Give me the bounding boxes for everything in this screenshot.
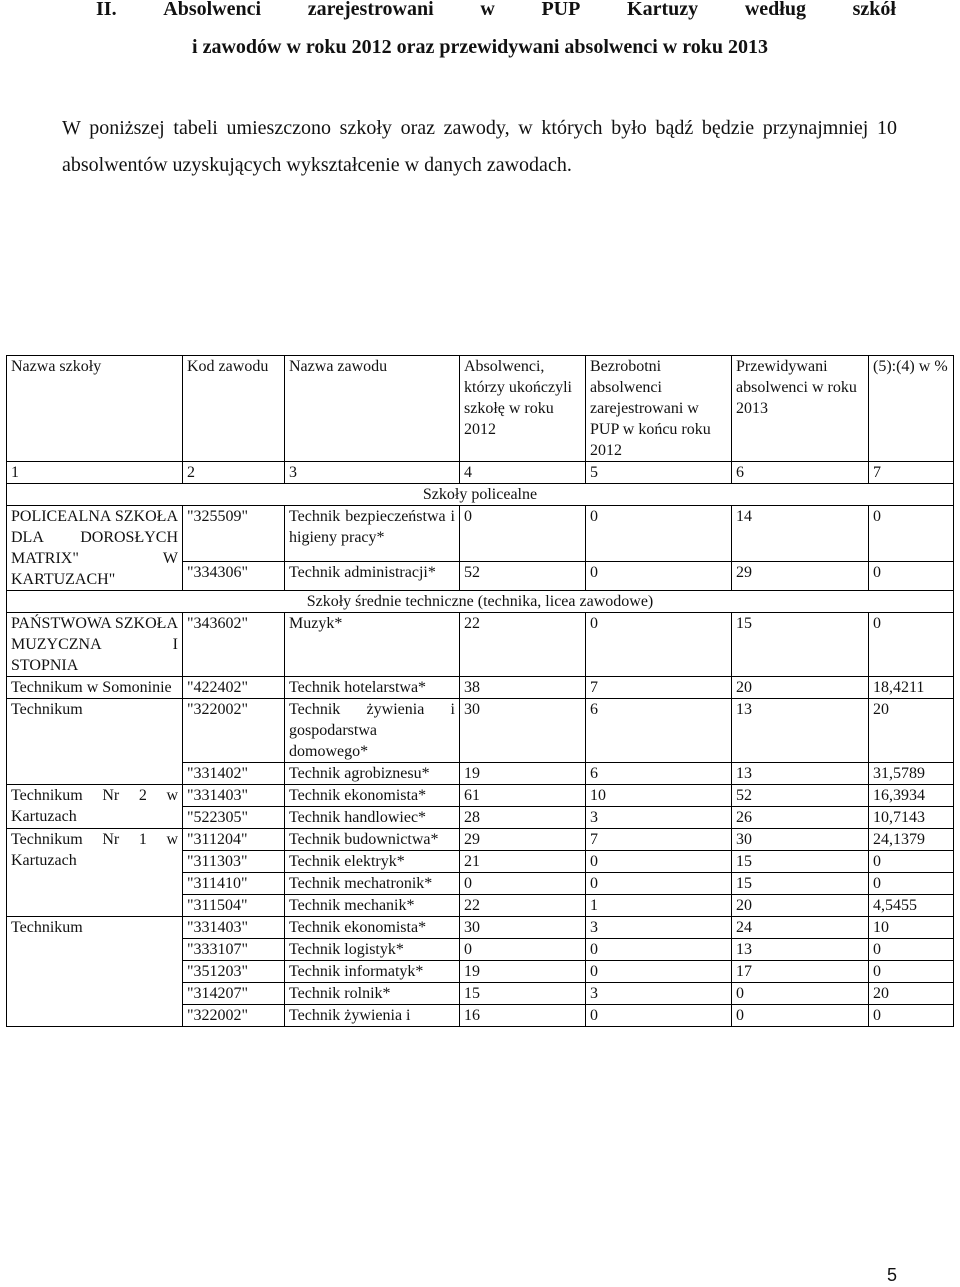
- value-cell: 0: [869, 1005, 954, 1027]
- code-cell: "322002": [183, 699, 285, 763]
- heading-line-2: i zawodów w roku 2012 oraz przewidywani absolwenci w roku 2013: [192, 36, 768, 58]
- school-cell: Technikum: [7, 917, 183, 1027]
- value-cell: 4,5455: [869, 895, 954, 917]
- profession-cell: Technik rolnik*: [285, 983, 460, 1005]
- column-number: 1: [7, 462, 183, 484]
- value-cell: 6: [586, 763, 732, 785]
- value-cell: 0: [869, 873, 954, 895]
- value-cell: 16: [460, 1005, 586, 1027]
- value-cell: 22: [460, 895, 586, 917]
- profession-cell: Technik budownictwa*: [285, 829, 460, 851]
- value-cell: 0: [869, 506, 954, 562]
- value-cell: 13: [732, 939, 869, 961]
- value-cell: 7: [586, 677, 732, 699]
- code-cell: "343602": [183, 613, 285, 677]
- heading-word: zarejestrowani: [307, 0, 434, 20]
- heading-word: PUP: [541, 0, 581, 20]
- value-cell: 20: [869, 699, 954, 763]
- code-cell: "334306": [183, 562, 285, 591]
- code-cell: "522305": [183, 807, 285, 829]
- value-cell: 22: [460, 613, 586, 677]
- value-cell: 13: [732, 699, 869, 763]
- value-cell: 15: [460, 983, 586, 1005]
- value-cell: 0: [586, 506, 732, 562]
- value-cell: 0: [586, 562, 732, 591]
- value-cell: 0: [586, 613, 732, 677]
- heading-line-1: [96, 0, 896, 21]
- heading-word: Absolwenci: [163, 0, 262, 20]
- value-cell: 19: [460, 763, 586, 785]
- value-cell: 0: [586, 1005, 732, 1027]
- column-number: 3: [285, 462, 460, 484]
- header-cell: (5):(4) w %: [869, 356, 954, 462]
- code-cell: "351203": [183, 961, 285, 983]
- school-cell: Technikum: [7, 699, 183, 785]
- heading-word: w: [480, 0, 495, 20]
- school-cell: PAŃSTWOWA SZKOŁA MUZYCZNA I STOPNIA: [7, 613, 183, 677]
- column-number: 6: [732, 462, 869, 484]
- code-cell: "311303": [183, 851, 285, 873]
- value-cell: 52: [460, 562, 586, 591]
- column-number: 4: [460, 462, 586, 484]
- heading-word: szkół: [852, 0, 896, 20]
- code-cell: "333107": [183, 939, 285, 961]
- value-cell: 21: [460, 851, 586, 873]
- school-cell: POLICEALNA SZKOŁA DLA DOROSŁYCH MATRIX" W KARTUZACH": [7, 506, 183, 591]
- table-header-row: [7, 356, 954, 462]
- value-cell: 20: [869, 983, 954, 1005]
- value-cell: 10: [586, 785, 732, 807]
- value-cell: 0: [460, 506, 586, 562]
- header-cell: Przewidywani absolwenci w roku 2013: [732, 356, 869, 462]
- value-cell: 18,4211: [869, 677, 954, 699]
- value-cell: 52: [732, 785, 869, 807]
- value-cell: 1: [586, 895, 732, 917]
- value-cell: 26: [732, 807, 869, 829]
- heading-word: Kartuzy: [627, 0, 699, 20]
- code-cell: "331403": [183, 785, 285, 807]
- value-cell: 0: [732, 1005, 869, 1027]
- section-row: [7, 591, 954, 613]
- profession-cell: Technik żywienia i gospodarstwa domowego*: [285, 699, 460, 763]
- value-cell: 10: [869, 917, 954, 939]
- school-cell: Technikum Nr 1 w Kartuzach: [7, 829, 183, 917]
- value-cell: 31,5789: [869, 763, 954, 785]
- value-cell: 10,7143: [869, 807, 954, 829]
- value-cell: 29: [460, 829, 586, 851]
- profession-cell: Technik handlowiec*: [285, 807, 460, 829]
- value-cell: 0: [869, 562, 954, 591]
- value-cell: 6: [586, 699, 732, 763]
- section-title: Szkoły policealne: [7, 484, 954, 506]
- value-cell: 3: [586, 983, 732, 1005]
- value-cell: 30: [460, 699, 586, 763]
- value-cell: 28: [460, 807, 586, 829]
- table-row: [7, 917, 954, 939]
- value-cell: 3: [586, 807, 732, 829]
- column-number: 7: [869, 462, 954, 484]
- value-cell: 14: [732, 506, 869, 562]
- table-row: [7, 677, 954, 699]
- table-row: [7, 785, 954, 807]
- profession-cell: Technik informatyk*: [285, 961, 460, 983]
- value-cell: 0: [586, 939, 732, 961]
- code-cell: "311410": [183, 873, 285, 895]
- school-cell: Technikum w Somoninie: [7, 677, 183, 699]
- value-cell: 7: [586, 829, 732, 851]
- code-cell: "422402": [183, 677, 285, 699]
- column-number: 2: [183, 462, 285, 484]
- code-cell: "325509": [183, 506, 285, 562]
- code-cell: "322002": [183, 1005, 285, 1027]
- value-cell: 20: [732, 677, 869, 699]
- header-cell: Kod zawodu: [183, 356, 285, 462]
- header-cell: Nazwa szkoły: [7, 356, 183, 462]
- school-cell: Technikum Nr 2 w Kartuzach: [7, 785, 183, 829]
- value-cell: 0: [869, 851, 954, 873]
- page-number: 5: [886, 1265, 897, 1285]
- section-title: Szkoły średnie techniczne (technika, licea zawodowe): [7, 591, 954, 613]
- column-number: 5: [586, 462, 732, 484]
- value-cell: 16,3934: [869, 785, 954, 807]
- code-cell: "314207": [183, 983, 285, 1005]
- profession-cell: Technik żywienia i: [285, 1005, 460, 1027]
- value-cell: 0: [586, 873, 732, 895]
- profession-cell: Technik mechanik*: [285, 895, 460, 917]
- code-cell: "331403": [183, 917, 285, 939]
- heading-word: według: [744, 0, 806, 20]
- column-number-row: [7, 462, 954, 484]
- section-row: [7, 484, 954, 506]
- value-cell: 0: [586, 851, 732, 873]
- profession-cell: Technik ekonomista*: [285, 785, 460, 807]
- value-cell: 3: [586, 917, 732, 939]
- graduates-table: [6, 355, 954, 1027]
- value-cell: 15: [732, 873, 869, 895]
- value-cell: 29: [732, 562, 869, 591]
- value-cell: 0: [460, 873, 586, 895]
- value-cell: 19: [460, 961, 586, 983]
- table-row: [7, 506, 954, 562]
- header-cell: Absolwenci, którzy ukończyli szkołę w roku 2012: [460, 356, 586, 462]
- value-cell: 0: [869, 939, 954, 961]
- value-cell: 30: [460, 917, 586, 939]
- table-row: [7, 699, 954, 763]
- profession-cell: Technik elektryk*: [285, 851, 460, 873]
- profession-cell: Technik bezpieczeństwa i higieny pracy*: [285, 506, 460, 562]
- value-cell: 20: [732, 895, 869, 917]
- value-cell: 0: [460, 939, 586, 961]
- value-cell: 15: [732, 613, 869, 677]
- value-cell: 15: [732, 851, 869, 873]
- table-row: [7, 829, 954, 851]
- profession-cell: Technik ekonomista*: [285, 917, 460, 939]
- code-cell: "311504": [183, 895, 285, 917]
- code-cell: "311204": [183, 829, 285, 851]
- code-cell: "331402": [183, 763, 285, 785]
- intro-paragraph: W poniższej tabeli umieszczono szkoły oraz zawody, w których było bądź będzie przynajmniej 10 absolwentów uzyskujących wykształcenie w danych zawodach.: [62, 117, 897, 176]
- profession-cell: Technik logistyk*: [285, 939, 460, 961]
- table-row: [7, 613, 954, 677]
- profession-cell: Technik administracji*: [285, 562, 460, 591]
- value-cell: 0: [869, 613, 954, 677]
- value-cell: 0: [586, 961, 732, 983]
- heading-word: II.: [96, 0, 117, 20]
- value-cell: 13: [732, 763, 869, 785]
- value-cell: 24,1379: [869, 829, 954, 851]
- header-cell: Bezrobotni absolwenci zarejestrowani w PUP w końcu roku 2012: [586, 356, 732, 462]
- value-cell: 61: [460, 785, 586, 807]
- value-cell: 0: [732, 983, 869, 1005]
- header-cell: Nazwa zawodu: [285, 356, 460, 462]
- value-cell: 24: [732, 917, 869, 939]
- profession-cell: Technik agrobiznesu*: [285, 763, 460, 785]
- value-cell: 17: [732, 961, 869, 983]
- profession-cell: Technik hotelarstwa*: [285, 677, 460, 699]
- value-cell: 30: [732, 829, 869, 851]
- value-cell: 38: [460, 677, 586, 699]
- value-cell: 0: [869, 961, 954, 983]
- profession-cell: Muzyk*: [285, 613, 460, 677]
- profession-cell: Technik mechatronik*: [285, 873, 460, 895]
